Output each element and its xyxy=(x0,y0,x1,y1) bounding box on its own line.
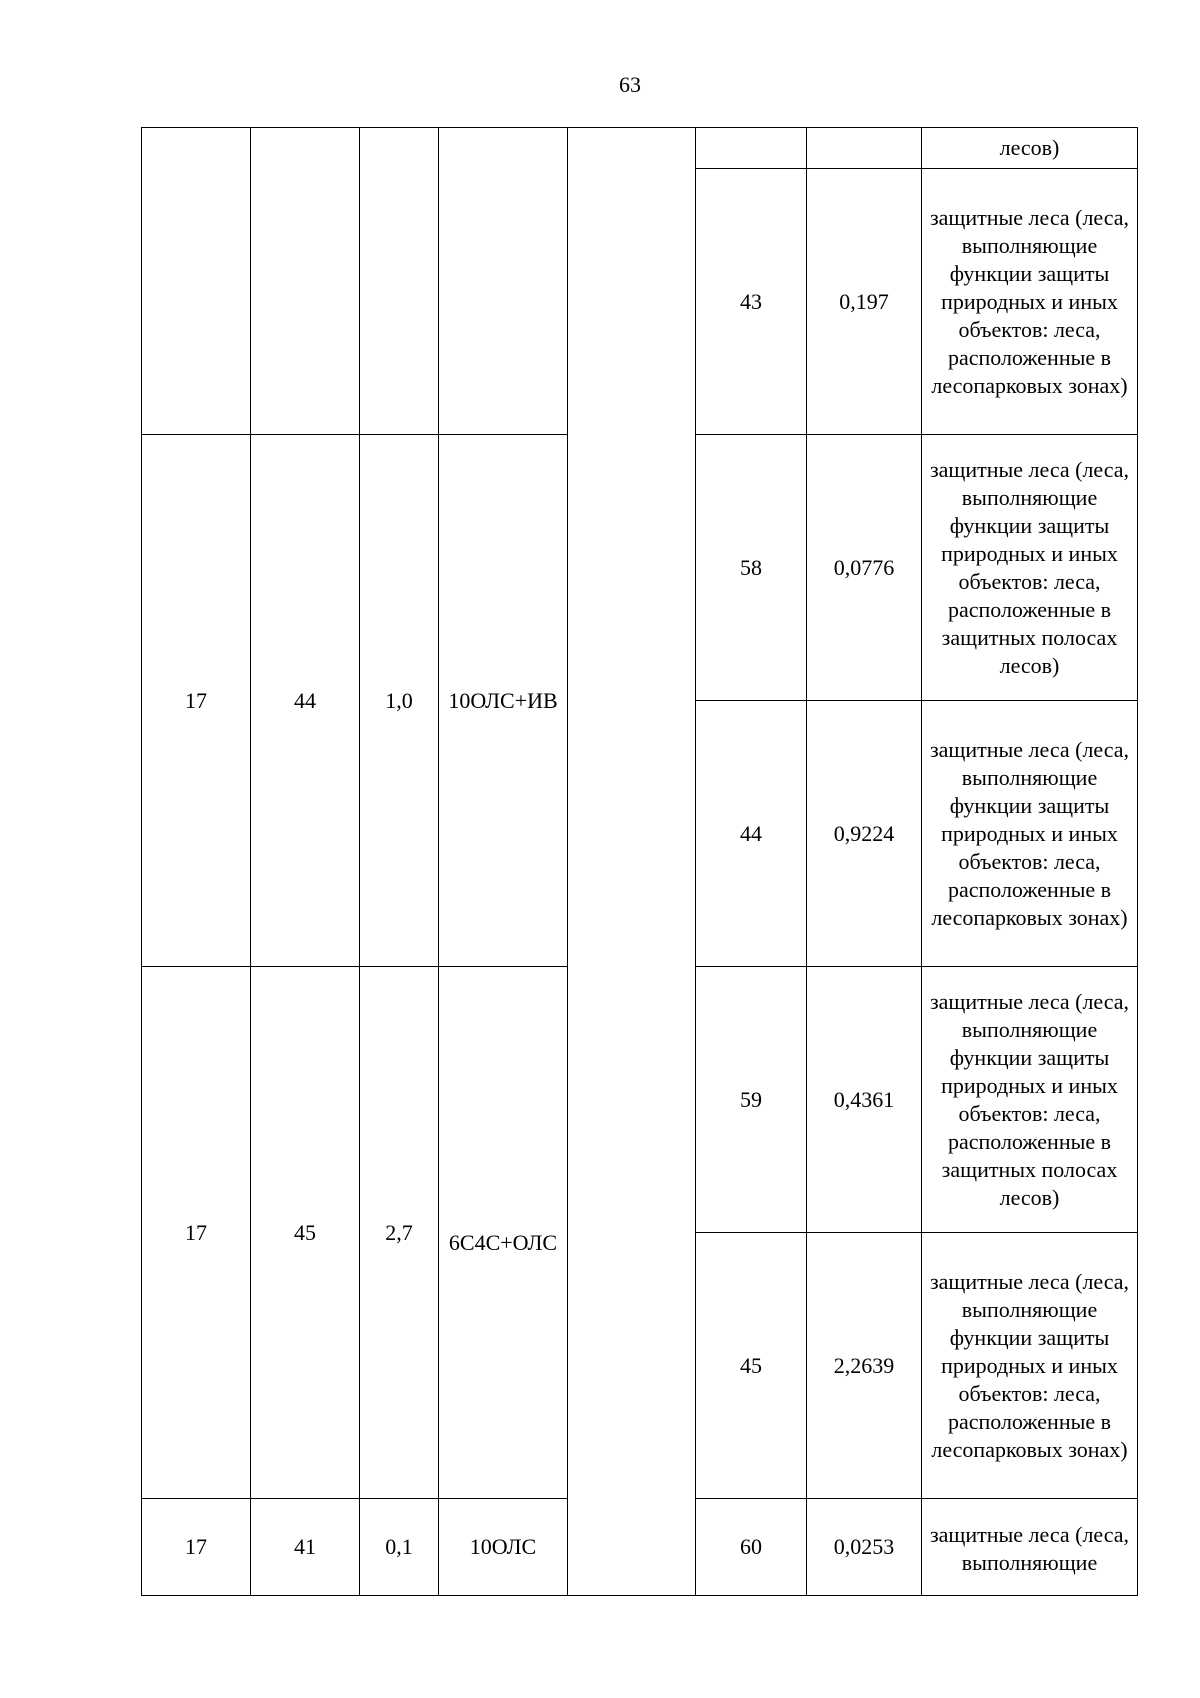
new-area-cell: 0,4361 xyxy=(807,967,922,1233)
quarter-cell: 17 xyxy=(142,1499,251,1596)
page-number: 63 xyxy=(619,72,641,97)
new-plot-cell xyxy=(696,128,807,169)
forest-category-cell: защитные леса (леса, выполняющие функции защиты природных и иных объектов: леса, расположенные в лесопарковых зонах) xyxy=(922,701,1138,967)
forest-category-cell: лесов) xyxy=(922,128,1138,169)
composition-cell: 10ОЛС+ИВ xyxy=(439,435,568,967)
plot-area-cell: 2,7 xyxy=(360,967,439,1499)
forest-category-cell: защитные леса (леса, выполняющие функции защиты природных и иных объектов: леса, расположенные в лесопарковых зонах) xyxy=(922,1233,1138,1499)
new-area-cell: 0,197 xyxy=(807,169,922,435)
plot-cell: 44 xyxy=(251,435,360,967)
new-area-cell: 2,2639 xyxy=(807,1233,922,1499)
plot-cell: 45 xyxy=(251,967,360,1499)
new-plot-cell: 59 xyxy=(696,967,807,1233)
plot-area-cell: 1,0 xyxy=(360,435,439,967)
new-area-cell: 0,9224 xyxy=(807,701,922,967)
composition-cell: 10ОЛС xyxy=(439,1499,568,1596)
quarter-cell: 17 xyxy=(142,435,251,967)
forest-category-cell: защитные леса (леса, выполняющие xyxy=(922,1499,1138,1596)
new-area-cell xyxy=(807,128,922,169)
new-plot-cell: 45 xyxy=(696,1233,807,1499)
forest-category-cell: защитные леса (леса, выполняющие функции защиты природных и иных объектов: леса, расположенные в лесопарковых зонах) xyxy=(922,169,1138,435)
forest-category-cell: защитные леса (леса, выполняющие функции защиты природных и иных объектов: леса, расположенные в защитных полосах лесов) xyxy=(922,435,1138,701)
new-plot-cell: 43 xyxy=(696,169,807,435)
composition-cell: 6С4С+ОЛС xyxy=(439,967,568,1499)
plot-area-cell xyxy=(360,128,439,435)
new-plot-cell: 58 xyxy=(696,435,807,701)
plot-area-cell: 0,1 xyxy=(360,1499,439,1596)
forest-category-cell: защитные леса (леса, выполняющие функции защиты природных и иных объектов: леса, расположенные в защитных полосах лесов) xyxy=(922,967,1138,1233)
plot-cell: 41 xyxy=(251,1499,360,1596)
quarter-cell xyxy=(142,128,251,435)
new-plot-cell: 44 xyxy=(696,701,807,967)
plot-cell xyxy=(251,128,360,435)
forest-table xyxy=(141,127,1138,1596)
new-area-cell: 0,0776 xyxy=(807,435,922,701)
quarter-cell: 17 xyxy=(142,967,251,1499)
table-row xyxy=(142,128,1138,169)
composition-cell xyxy=(439,128,568,435)
new-area-cell: 0,0253 xyxy=(807,1499,922,1596)
empty-merged-cell xyxy=(568,128,696,1596)
new-plot-cell: 60 xyxy=(696,1499,807,1596)
